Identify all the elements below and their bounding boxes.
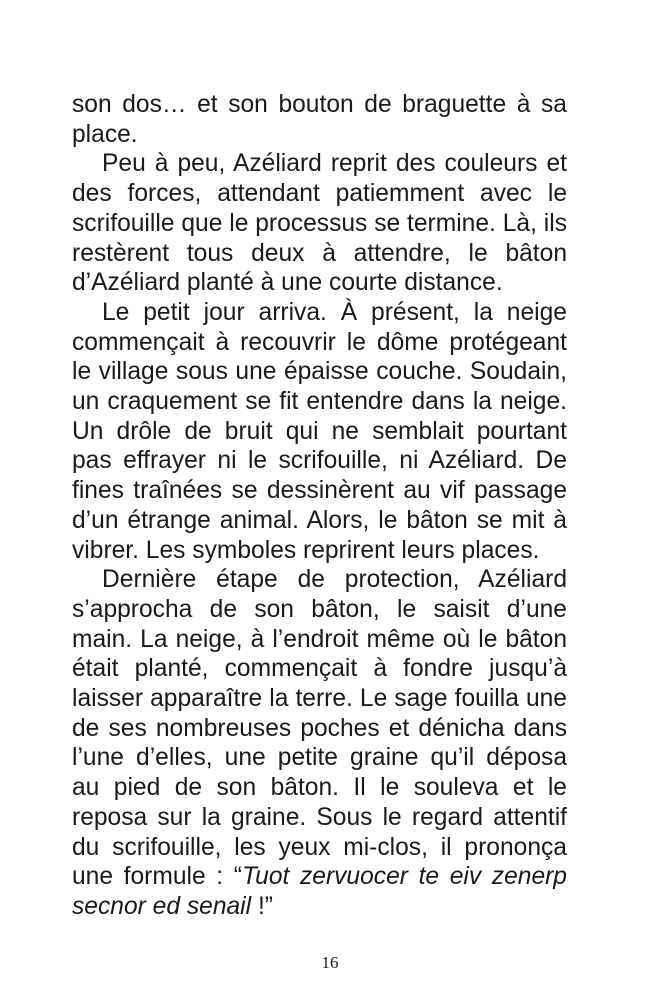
paragraph-text-end: !” bbox=[251, 892, 273, 920]
paragraph-text: Dernière étape de protection, Azéliard s’approcha de son bâton, le saisit d’une main. La neige, à l’endroit même où le bâton était planté, commençait à fondre jusqu’à laisser apparaître la terre. Le sage fouilla une de ses nombreuses poches et dénicha dans l’une d’elles, une petite graine qu’il déposa au pied de son bâton. Il le souleva et le reposa sur la graine. Sous le regard attentif du scrifouille, les yeux mi-clos, il prononça une formule : “ bbox=[72, 566, 567, 891]
body-text bbox=[72, 90, 567, 922]
paragraph-continuation: son dos… et son bouton de braguette à sa place. bbox=[72, 91, 567, 148]
paragraph: Peu à peu, Azéliard reprit des couleurs et des forces, attendant patiemment avec le scrifouille que le processus se termine. Là, ils restèrent tous deux à attendre, le bâton d’Azéliard planté à une courte distance. bbox=[72, 150, 567, 297]
page-number: 16 bbox=[321, 953, 339, 972]
magic-formula: Tuot zervuocer te eiv zenerp secnor ed senail bbox=[72, 863, 567, 920]
paragraph-with-formula bbox=[72, 565, 567, 921]
paragraph: Le petit jour arriva. À présent, la neige commençait à recouvrir le dôme protégeant le village sous une épaisse couche. Soudain, un craquement se fit entendre dans la neige. Un drôle de bruit qui ne semblait pourtant pas effrayer ni le scrifouille, ni Azéliard. De fines traînées se dessinèrent au vif passage d’un étrange animal. Alors, le bâton se mit à vibrer. Les symboles reprirent leurs places. bbox=[72, 298, 567, 564]
